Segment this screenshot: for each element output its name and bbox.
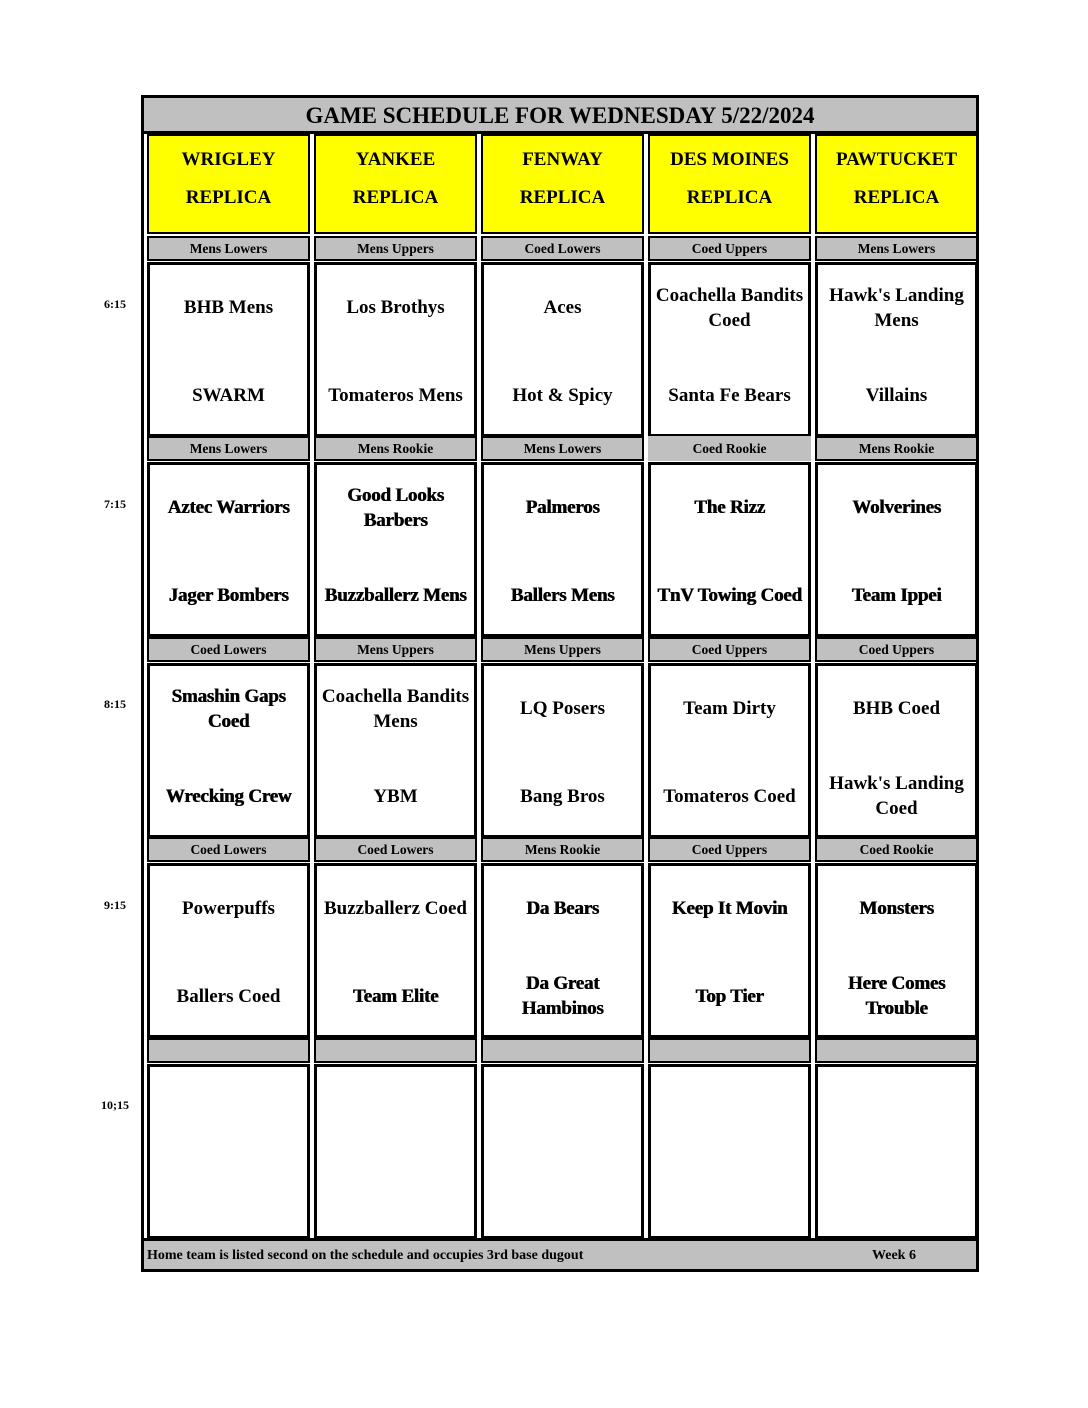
time-slot-label: 7:15 <box>104 497 126 511</box>
division-label: Coed Lowers <box>481 236 644 261</box>
away-team: Palmeros <box>525 497 600 518</box>
home-team: Team Ippei <box>851 584 942 606</box>
game-cell <box>314 1064 477 1239</box>
away-team <box>484 1067 641 1152</box>
away-team: Aces <box>543 297 582 318</box>
home-team: Team Elite <box>352 985 439 1007</box>
home-team: Hawk's Landing Coed <box>829 773 964 819</box>
home-team: Ballers Coed <box>176 985 281 1007</box>
division-label: Coed Rookie <box>815 837 978 862</box>
away-team: LQ Posers <box>520 698 605 719</box>
game-cell <box>815 663 978 838</box>
home-team: Ballers Mens <box>510 584 615 606</box>
division-label <box>147 1038 310 1063</box>
division-label: Coed Uppers <box>648 837 811 862</box>
game-cell <box>815 863 978 1038</box>
away-team: Team Dirty <box>683 698 776 719</box>
field-type: REPLICA <box>352 187 439 208</box>
away-team: Monsters <box>859 898 934 919</box>
away-team: Coachella Bandits Mens <box>321 685 470 732</box>
division-label: Mens Uppers <box>481 637 644 662</box>
division-label <box>815 1038 978 1063</box>
game-cell <box>147 462 310 637</box>
game-cell <box>314 462 477 637</box>
away-team <box>818 1067 975 1152</box>
division-label <box>481 1038 644 1063</box>
away-team: Buzzballerz Coed <box>323 898 467 919</box>
game-cell <box>481 1064 644 1239</box>
field-name: WRIGLEY <box>181 149 276 170</box>
division-label: Coed Rookie <box>648 436 811 461</box>
division-label: Mens Rookie <box>815 436 978 461</box>
home-team: Top Tier <box>695 985 764 1007</box>
division-label <box>314 1038 477 1063</box>
home-team: Tomateros Mens <box>328 384 463 406</box>
game-cell <box>147 663 310 838</box>
home-team: Wrecking Crew <box>165 785 292 807</box>
division-label: Mens Rookie <box>314 436 477 461</box>
game-cell <box>481 663 644 838</box>
away-team: Da Bears <box>526 898 599 919</box>
field-header <box>147 134 310 234</box>
field-name: DES MOINES <box>670 149 789 170</box>
away-team: Smashin Gaps Coed <box>171 685 286 732</box>
time-slot-label: 10;15 <box>101 1098 129 1112</box>
game-cell <box>648 462 811 637</box>
division-label: Coed Uppers <box>815 637 978 662</box>
away-team: Good Looks Barbers <box>347 484 444 531</box>
division-label: Coed Uppers <box>648 637 811 662</box>
division-label: Mens Rookie <box>481 837 644 862</box>
home-team: Here Comes Trouble <box>847 973 946 1019</box>
game-cell <box>815 1064 978 1239</box>
division-label <box>648 1038 811 1063</box>
game-cell <box>314 262 477 437</box>
field-header <box>648 134 811 234</box>
field-header <box>815 134 978 234</box>
schedule-footer <box>144 1238 976 1269</box>
home-team: Jager Bombers <box>168 584 289 606</box>
away-team: Los Brothys <box>346 297 445 318</box>
division-label: Coed Uppers <box>648 236 811 261</box>
field-type: REPLICA <box>686 187 773 208</box>
field-name: YANKEE <box>355 149 436 170</box>
game-cell <box>314 663 477 838</box>
division-label: Mens Lowers <box>147 236 310 261</box>
away-team: Wolverines <box>852 497 941 518</box>
away-team <box>317 1067 474 1152</box>
field-name: FENWAY <box>522 149 603 170</box>
game-cell <box>147 262 310 437</box>
game-cell <box>648 1064 811 1239</box>
division-label: Mens Lowers <box>815 236 978 261</box>
home-team: Tomateros Coed <box>663 785 796 807</box>
away-team <box>651 1067 808 1152</box>
home-team: YBM <box>373 785 418 807</box>
field-type: REPLICA <box>519 187 606 208</box>
away-team <box>150 1067 307 1152</box>
game-cell <box>147 1064 310 1239</box>
division-label: Mens Uppers <box>314 236 477 261</box>
field-name: PAWTUCKET <box>835 149 958 170</box>
home-team <box>818 1155 975 1239</box>
division-label: Coed Lowers <box>314 837 477 862</box>
away-team: Keep It Movin <box>671 898 788 919</box>
game-cell <box>147 863 310 1038</box>
division-label: Mens Lowers <box>481 436 644 461</box>
game-cell <box>648 863 811 1038</box>
field-header <box>314 134 477 234</box>
game-cell <box>481 462 644 637</box>
time-slot-label: 6:15 <box>104 297 126 311</box>
field-type: REPLICA <box>185 187 272 208</box>
division-label: Mens Uppers <box>314 637 477 662</box>
game-cell <box>314 863 477 1038</box>
time-slot-label: 8:15 <box>104 697 126 711</box>
home-team: Buzzballerz Mens <box>324 584 467 606</box>
home-team: Santa Fe Bears <box>668 384 791 406</box>
game-cell <box>481 863 644 1038</box>
home-team <box>484 1155 641 1239</box>
game-cell <box>648 663 811 838</box>
game-cell <box>815 462 978 637</box>
away-team: BHB Coed <box>852 698 941 719</box>
schedule-sheet <box>141 95 979 1272</box>
home-team: Villains <box>865 384 928 406</box>
game-cell <box>815 262 978 437</box>
field-type: REPLICA <box>853 187 940 208</box>
away-team: Hawk's Landing Mens <box>829 284 964 331</box>
field-header <box>481 134 644 234</box>
away-team: Coachella Bandits Coed <box>655 284 804 331</box>
home-team: Hot & Spicy <box>512 384 613 406</box>
home-team: Da Great Hambinos <box>521 973 604 1019</box>
division-label: Mens Lowers <box>147 436 310 461</box>
away-team: Powerpuffs <box>182 898 275 919</box>
game-cell <box>481 262 644 437</box>
division-label: Coed Lowers <box>147 637 310 662</box>
home-team: SWARM <box>192 384 265 406</box>
time-slot-label: 9:15 <box>104 898 126 912</box>
home-team-note: Home team is listed second on the schedule and occupies 3rd base dugout <box>147 1248 584 1263</box>
home-team <box>150 1155 307 1239</box>
week-label: Week 6 <box>872 1248 916 1263</box>
home-team <box>651 1155 808 1239</box>
schedule-title: GAME SCHEDULE FOR WEDNESDAY 5/22/2024 <box>144 98 976 134</box>
home-team: TnV Towing Coed <box>657 584 802 606</box>
away-team: The Rizz <box>694 497 765 518</box>
game-cell <box>648 262 811 437</box>
away-team: Aztec Warriors <box>167 497 290 518</box>
away-team: BHB Mens <box>183 297 274 318</box>
home-team: Bang Bros <box>520 785 605 807</box>
home-team <box>317 1155 474 1239</box>
division-label: Coed Lowers <box>147 837 310 862</box>
